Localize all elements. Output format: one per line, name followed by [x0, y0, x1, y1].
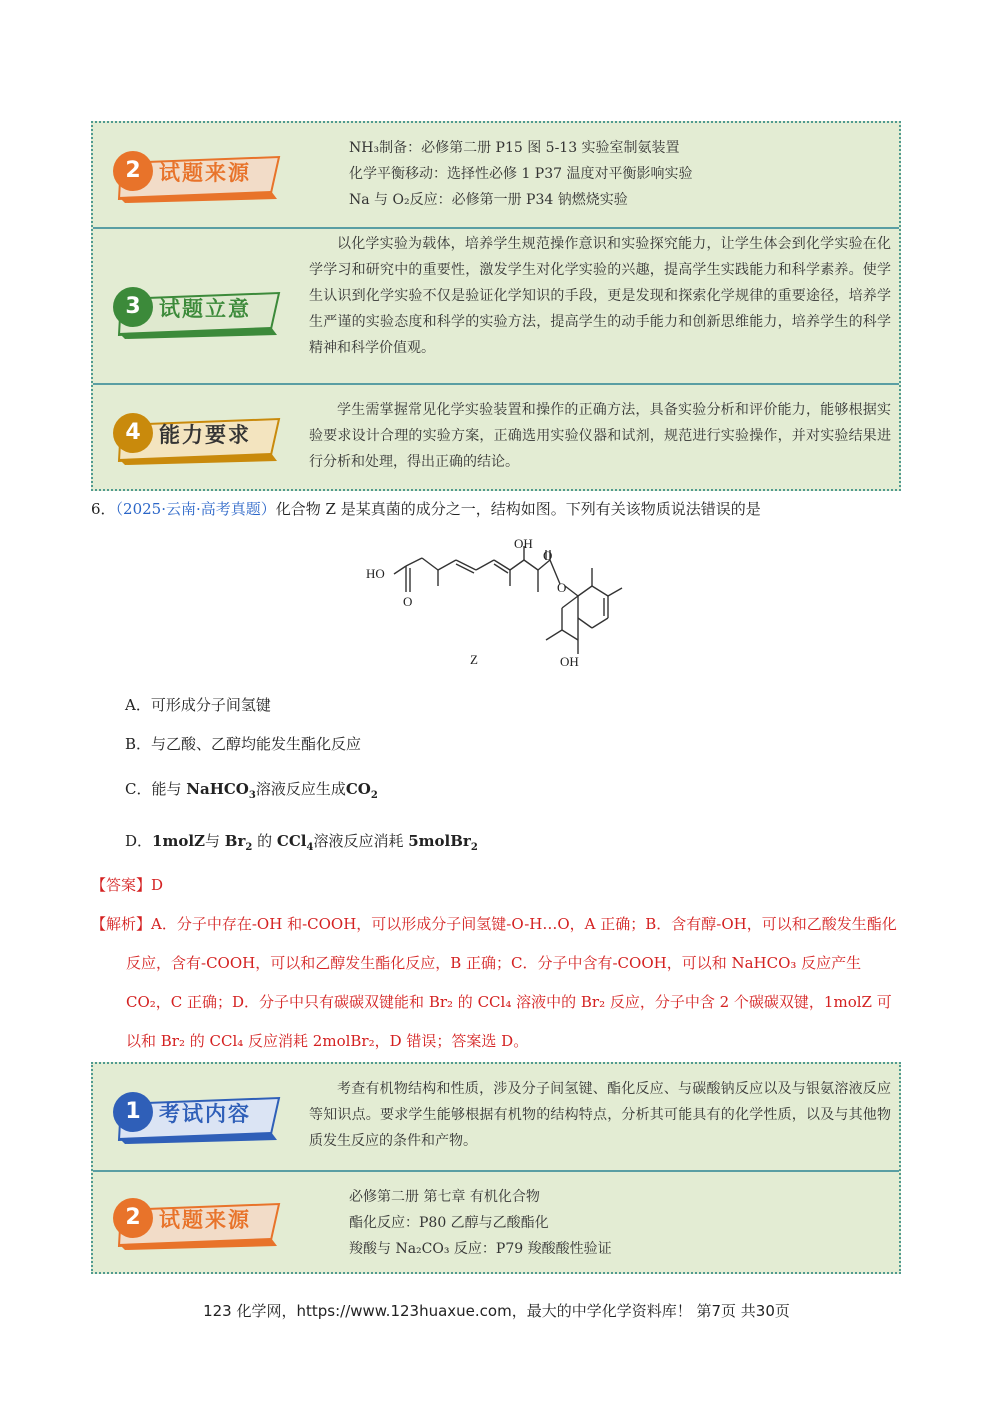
structure-label: O — [543, 548, 553, 563]
answer-block — [91, 866, 901, 1061]
source-badge — [111, 145, 281, 203]
question-stem — [91, 498, 761, 519]
badge-number: 2 — [125, 158, 141, 183]
page-footer: 123 化学网，https://www.123huaxue.com，最大的中学化学资料库！ 第7页 共30页 — [203, 1302, 790, 1320]
badge-number: 1 — [125, 1099, 141, 1124]
source-line: 化学平衡移动：选择性必修 1 P37 温度对平衡影响实验 — [349, 166, 693, 182]
option-a: A．可形成分子间氢键 — [125, 696, 271, 714]
ability-badge — [111, 407, 281, 465]
source-line: 羧酸与 Na₂CO₃ 反应：P79 羧酸酸性验证 — [349, 1241, 612, 1257]
structure-diagram — [360, 536, 640, 676]
structure-label: O — [557, 580, 567, 595]
source-line: 酯化反应：P80 乙醇与乙酸酯化 — [349, 1215, 549, 1231]
source-line: NH₃制备：必修第二册 P15 图 5-13 实验室制氨装置 — [349, 140, 680, 156]
badge-number: 3 — [125, 294, 141, 319]
ability-text: 学生需掌握常见化学实验装置和操作的正确方法，具备实验分析和评价能力，能够根据实验要求设计合理的实验方案，正确选用实验仪器和试剂，规范进行实验操作，并对实验结果进行分析和处理，得出正确的结论。 — [309, 402, 891, 470]
analysis-text: A．分子中存在-OH 和-COOH，可以形成分子间氢键-O-H…O，A 正确；B．含有醇-OH，可以和乙酸发生酯化反应，含有-COOH，可以和乙醇发生酯化反应，B 正确；C．分子中含有-COOH，可以和 NaHCO₃ 反应产生 CO₂，C 正确；D．分子中只有碳碳双键能和 Br₂ 的 CCl₄ 溶液中的 Br₂ 反应，分子中含 2 个碳碳双键，1molZ 可以和 Br₂ 的 CCl₄ 反应消耗 2molBr₂，D 错误；答案选 D。 — [126, 915, 897, 1050]
structure-label: OH — [560, 654, 579, 669]
badge-label: 能力要求 — [159, 423, 251, 447]
answer-value: D — [151, 876, 164, 894]
badge-number: 4 — [125, 420, 141, 445]
info-panel-top — [91, 121, 901, 491]
content-row — [93, 1064, 899, 1170]
option-d: D．1molZ与 $Br_2$ 的 CCl$_4$溶液反应消耗 5molBr$_2$ — [125, 832, 478, 853]
badge-label: 试题来源 — [159, 161, 251, 185]
source-row-2 — [93, 1170, 899, 1274]
option-c: C．能与 NaHCO$_3$溶液反应生成$CO_2$ — [125, 780, 378, 801]
intent-row — [93, 227, 899, 383]
info-panel-bottom — [91, 1062, 901, 1274]
badge-label: 考试内容 — [159, 1102, 251, 1126]
structure-label: OH — [514, 536, 533, 551]
source-row — [93, 123, 899, 227]
question-text: 化合物 Z 是某真菌的成分之一，结构如图。下列有关该物质说法错误的是 — [275, 500, 761, 518]
badge-label: 试题来源 — [159, 1208, 251, 1232]
structure-label: Z — [470, 652, 478, 667]
source-badge-2 — [111, 1192, 281, 1250]
question-number: 6． — [91, 500, 116, 518]
question-source: （2025·云南·高考真题） — [115, 500, 276, 518]
analysis-label: 【解析】 — [91, 915, 152, 933]
content-text: 考查有机物结构和性质，涉及分子间氢键、酯化反应、与碳酸钠反应以及与银氨溶液反应等知识点。要求学生能够根据有机物的结构特点，分析其可能具有的化学性质，以及与其他物质发生反应的条件和产物。 — [309, 1081, 891, 1149]
content-badge — [111, 1086, 281, 1144]
badge-label: 试题立意 — [159, 297, 251, 321]
intent-badge — [111, 281, 281, 339]
source-line: Na 与 O₂反应：必修第一册 P34 钠燃烧实验 — [349, 192, 628, 208]
ability-row — [93, 383, 899, 491]
answer-label: 【答案】 — [91, 876, 152, 894]
option-b: B．与乙酸、乙醇均能发生酯化反应 — [125, 735, 362, 753]
badge-number: 2 — [125, 1205, 141, 1230]
structure-label: HO — [366, 566, 385, 581]
intent-text: 以化学实验为载体，培养学生规范操作意识和实验探究能力，让学生体会到化学实验在化学学习和研究中的重要性，激发学生对化学实验的兴趣，提高学生实践能力和科学素养。使学生认识到化学实验不仅是验证化学知识的手段，更是发现和探索化学规律的重要途径，培养学生严谨的实验态度和科学的实验方法，提高学生的动手能力和创新思维能力，培养学生的科学精神和科学价值观。 — [309, 236, 891, 356]
source-line: 必修第二册 第七章 有机化合物 — [349, 1189, 540, 1205]
structure-label: O — [403, 594, 413, 609]
source-text — [349, 135, 889, 213]
